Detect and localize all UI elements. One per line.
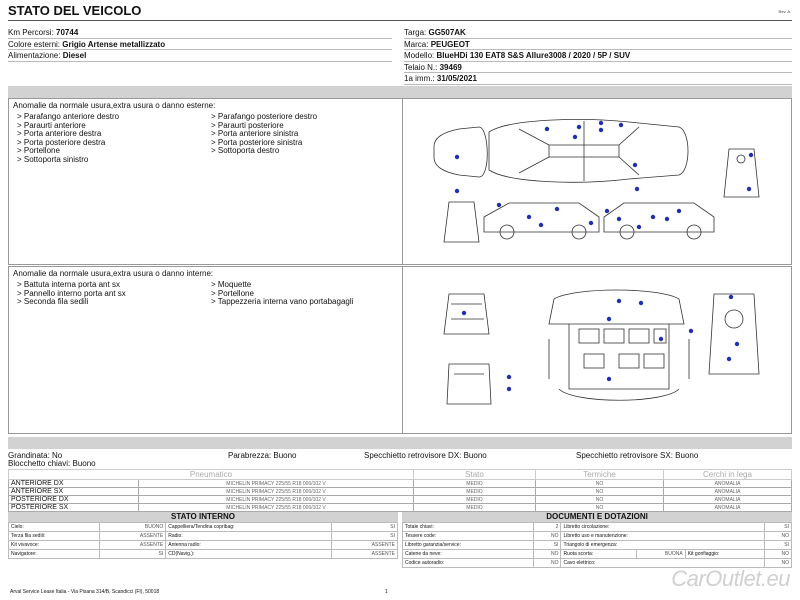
table-row: ANTERIORE SX MICHELIN PRIMACY 225/55 R18 000/102 V MEDIO NO ANOMALIA — [9, 488, 792, 496]
colore-row: Colore esterni: Grigio Artense metallizzato — [8, 39, 392, 51]
list-item: > Parafango anteriore destro — [17, 112, 120, 121]
list-item: > Seconda fila sedili — [17, 297, 89, 306]
table-row: Navigatore: SI CD(Navig.): ASSENTE — [9, 550, 398, 559]
immatricolazione-row: 1a imm.: 31/05/2021 — [404, 73, 792, 85]
blocchetto-status: Blocchetto chiavi: Buono — [8, 459, 96, 468]
exterior-damage-panel — [8, 98, 792, 265]
tires-header-row — [9, 470, 792, 480]
table-row: Kit vivavoce: ASSENTE Antenna radio: ASSENTE — [9, 541, 398, 550]
list-item: > Tappezzeria interna vano portabagagli — [211, 297, 354, 306]
list-item: > Moquette — [211, 280, 252, 289]
table-row: Terza fila sedili: ASSENTE Radio: SI — [9, 532, 398, 541]
table-row: POSTERIORE DX MICHELIN PRIMACY 225/55 R18 000/102 V MEDIO NO ANOMALIA — [9, 496, 792, 504]
grandinata-status: Grandinata: No — [8, 451, 63, 460]
marca-row: Marca: PEUGEOT — [404, 39, 792, 51]
list-item: > Porta posteriore destra — [17, 137, 106, 147]
list-item: > Sottoporta sinistro — [17, 154, 89, 164]
table-row: Codice autoradio: NO Cavo elettrico: NO — [403, 559, 792, 568]
documenti-title: DOCUMENTI E DOTAZIONI — [402, 512, 792, 522]
col-header: Termiche — [536, 470, 664, 480]
interior-cabin-view — [549, 290, 689, 400]
vehicle-info-left — [8, 27, 392, 62]
exterior-list-col1 — [17, 113, 212, 164]
interior-list-col2 — [211, 281, 381, 307]
targa-row: Targa: GG507AK — [404, 27, 792, 39]
list-item: > Pannello interno porta ant sx — [17, 288, 126, 298]
page-title: STATO DEL VEICOLO — [8, 3, 142, 18]
car-top-view — [489, 119, 688, 182]
steering-dashboard-view — [709, 294, 759, 374]
list-item: > Portellone — [17, 146, 60, 155]
list-item: > Paraurti posteriore — [211, 120, 284, 130]
panel-divider — [402, 99, 403, 264]
section-band — [8, 86, 792, 98]
interior-list-col1 — [17, 281, 212, 307]
table-row: Catene da neve: NO Ruota scorta: BUONA Kit gonfiaggio: NO — [403, 550, 792, 559]
list-item: > Porta anteriore sinistra — [211, 129, 299, 138]
damage-markers — [462, 295, 739, 391]
table-row: Cielo: BUONO Cappelliera/Tendina copribag: SI — [9, 523, 398, 532]
interior-car-diagram — [429, 279, 769, 429]
table-row: POSTERIORE SX MICHELIN PRIMACY 225/55 R18 000/102 V MEDIO NO ANOMALIA — [9, 504, 792, 512]
table-row: Libretto garanzia/service: SI Triangolo di emergenza: SI — [403, 541, 792, 550]
interior-door-views — [444, 294, 491, 404]
page-number: 1 — [385, 589, 388, 595]
modello-row: Modello: BlueHDi 130 EAT8 S&S Allure3008 / 2020 / 5P / SUV — [404, 50, 792, 62]
table-row: Tessere code: NO Libretto uso e manutenzione: NO — [403, 532, 792, 541]
interior-title: Anomalie da normale usura,extra usura o danno interne: — [13, 269, 214, 278]
exterior-list-col2 — [211, 113, 401, 156]
table-row: Totale chiavi: 2 Libretto circolazione: SI — [403, 523, 792, 532]
documenti-box — [402, 512, 792, 568]
stato-interno-box — [8, 512, 398, 559]
list-item: > Portellone — [211, 288, 254, 298]
footer-address: Arval Service Lease Italia - Via Pisana 314/B, Scandicci (FI), 50018 — [10, 589, 160, 595]
exterior-title: Anomalie da normale usura,extra usura o danno esterne: — [13, 101, 216, 110]
documenti-table — [402, 522, 792, 568]
revision-label: Rev. A — [778, 9, 790, 14]
list-item: > Paraurti anteriore — [17, 120, 86, 130]
panel-divider — [402, 267, 403, 433]
section-band — [8, 437, 792, 449]
list-item: > Porta anteriore destra — [17, 129, 102, 138]
tires-table — [8, 469, 792, 512]
specchietto-sx-status: Specchietto retrovisore SX: Buono — [576, 451, 699, 460]
alimentazione-row: Alimentazione: Diesel — [8, 50, 392, 62]
specchietto-dx-status: Specchietto retrovisore DX: Buono — [364, 451, 487, 460]
interior-damage-panel — [8, 266, 792, 434]
col-header: Cerchi in lega — [664, 470, 792, 480]
list-item: > Battuta interna porta ant sx — [17, 280, 120, 289]
table-row: ANTERIORE DX MICHELIN PRIMACY 225/55 R18 000/102 V MEDIO NO ANOMALIA — [9, 480, 792, 488]
telaio-row: Telaio N.: 39469 — [404, 62, 792, 74]
vehicle-info-right — [404, 27, 792, 85]
col-header: Pneumatico — [9, 470, 414, 480]
car-side-left-view — [434, 127, 487, 177]
car-rear-view — [724, 149, 759, 197]
list-item: > Sottoporta destro — [211, 146, 280, 155]
list-item: > Porta posteriore sinistra — [211, 137, 303, 147]
stato-interno-title: STATO INTERNO — [8, 512, 398, 522]
exterior-car-diagram — [429, 107, 769, 257]
watermark-logo: CarOutlet.eu — [671, 566, 790, 591]
stato-interno-table — [8, 522, 398, 559]
car-side-views — [444, 202, 714, 242]
parabrezza-status: Parabrezza: Buono — [228, 451, 297, 460]
km-row: Km Percorsi: 70744 — [8, 27, 392, 39]
title-divider — [8, 20, 792, 21]
list-item: > Parafango posteriore destro — [211, 112, 318, 121]
col-header: Stato — [414, 470, 536, 480]
